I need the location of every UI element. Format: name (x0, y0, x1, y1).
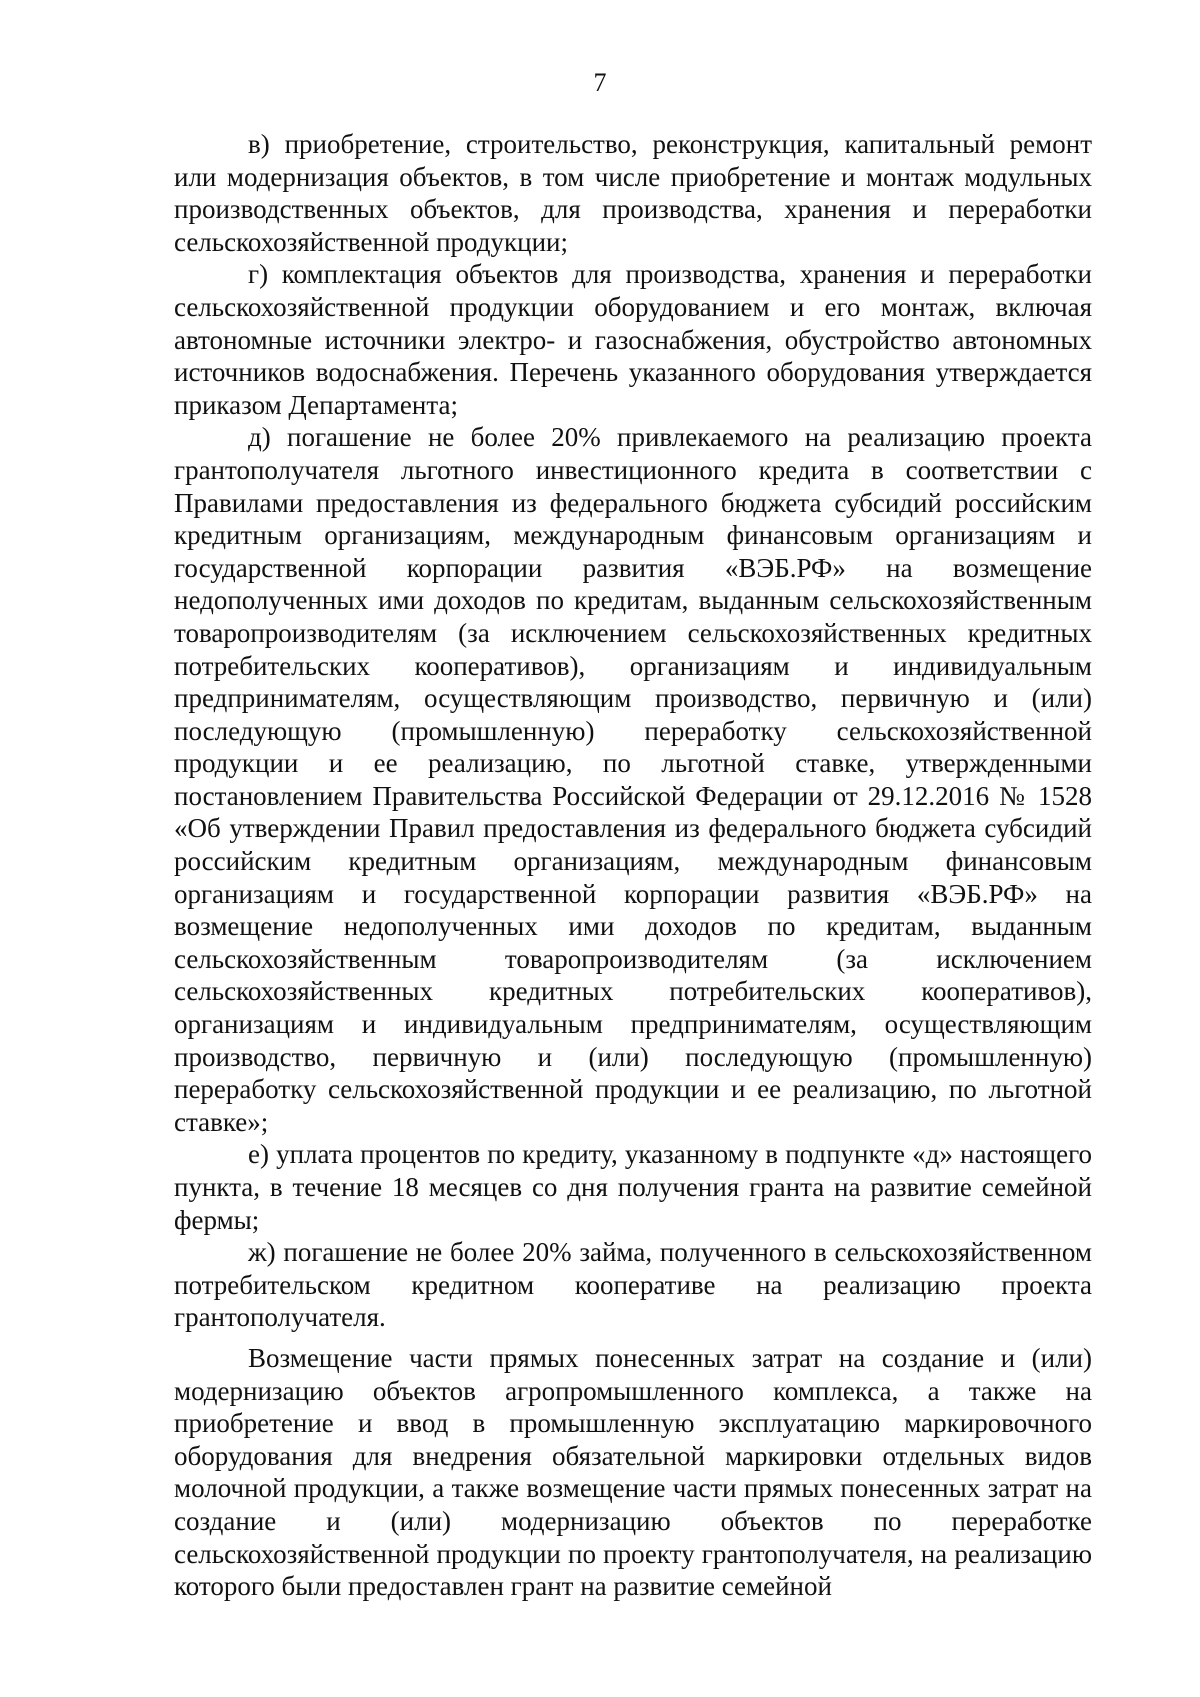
paragraph-compensation: Возмещение части прямых понесенных затрат на создание и (или) модернизацию объектов агропромышленного комплекса, а также на приобретение и ввод в промышленную эксплуатацию маркировочного оборудования для внедрения обязательной маркировки отдельных видов молочной продукции, а также возмещение части прямых понесенных затрат на создание и (или) модернизацию объектов по переработке сельскохозяйственной продукции по проекту грантополучателя, на реализацию которого были предоставлен грант на развитие семейной (174, 1342, 1092, 1602)
page-number: 7 (593, 68, 607, 97)
paragraph-item-g: г) комплектация объектов для производства, хранения и переработки сельскохозяйственной продукции оборудованием и его монтаж, включая автономные источники электро- и газоснабжения, обустройство автономных источников водоснабжения. Перечень указанного оборудования утверждается приказом Департамента; (174, 259, 1092, 420)
document-body (174, 128, 1092, 1603)
paragraph-item-d: д) погашение не более 20% привлекаемого на реализацию проекта грантополучателя льготного инвестиционного кредита в соответствии с Правилами предоставления из федерального бюджета субсидий российским кредитным организациям, международным финансовым организациям и государственной корпорации развития «ВЭБ.РФ» на возмещение недополученных ими доходов по кредитам, выданным сельскохозяйственным товаропроизводителям (за исключением сельскохозяйственных кредитных потребительских кооперативов), организациям и индивидуальным предпринимателям, осуществляющим производство, первичную и (или) последующую (промышленную) переработку сельскохозяйственной продукции и ее реализацию, по льготной ставке, утвержденными постановлением Правительства Российской Федерации от 29.12.2016 № 1528 «Об утверждении Правил предоставления из федерального бюджета субсидий российским кредитным организациям, международным финансовым организациям и государственной корпорации развития «ВЭБ.РФ» на возмещение недополученных ими доходов по кредитам, выданным сельскохозяйственным товаропроизводителям (за исключением сельскохозяйственных кредитных потребительских кооперативов), организациям и индивидуальным предпринимателям, осуществляющим производство, первичную и (или) последующую (промышленную) переработку сельскохозяйственной продукции и ее реализацию, по льготной ставке»; (174, 422, 1092, 1137)
paragraph-item-e: е) уплата процентов по кредиту, указанному в подпункте «д» настоящего пункта, в течение 18 месяцев со дня получения гранта на развитие семейной фермы; (174, 1139, 1092, 1235)
paragraph-item-v: в) приобретение, строительство, реконструкция, капитальный ремонт или модернизация объектов, в том числе приобретение и монтаж модульных производственных объектов, для производства, хранения и переработки сельскохозяйственной продукции; (174, 129, 1092, 257)
paragraph-item-zh: ж) погашение не более 20% займа, полученного в сельскохозяйственном потребительском кредитном кооперативе на реализацию проекта грантополучателя. (174, 1237, 1092, 1333)
